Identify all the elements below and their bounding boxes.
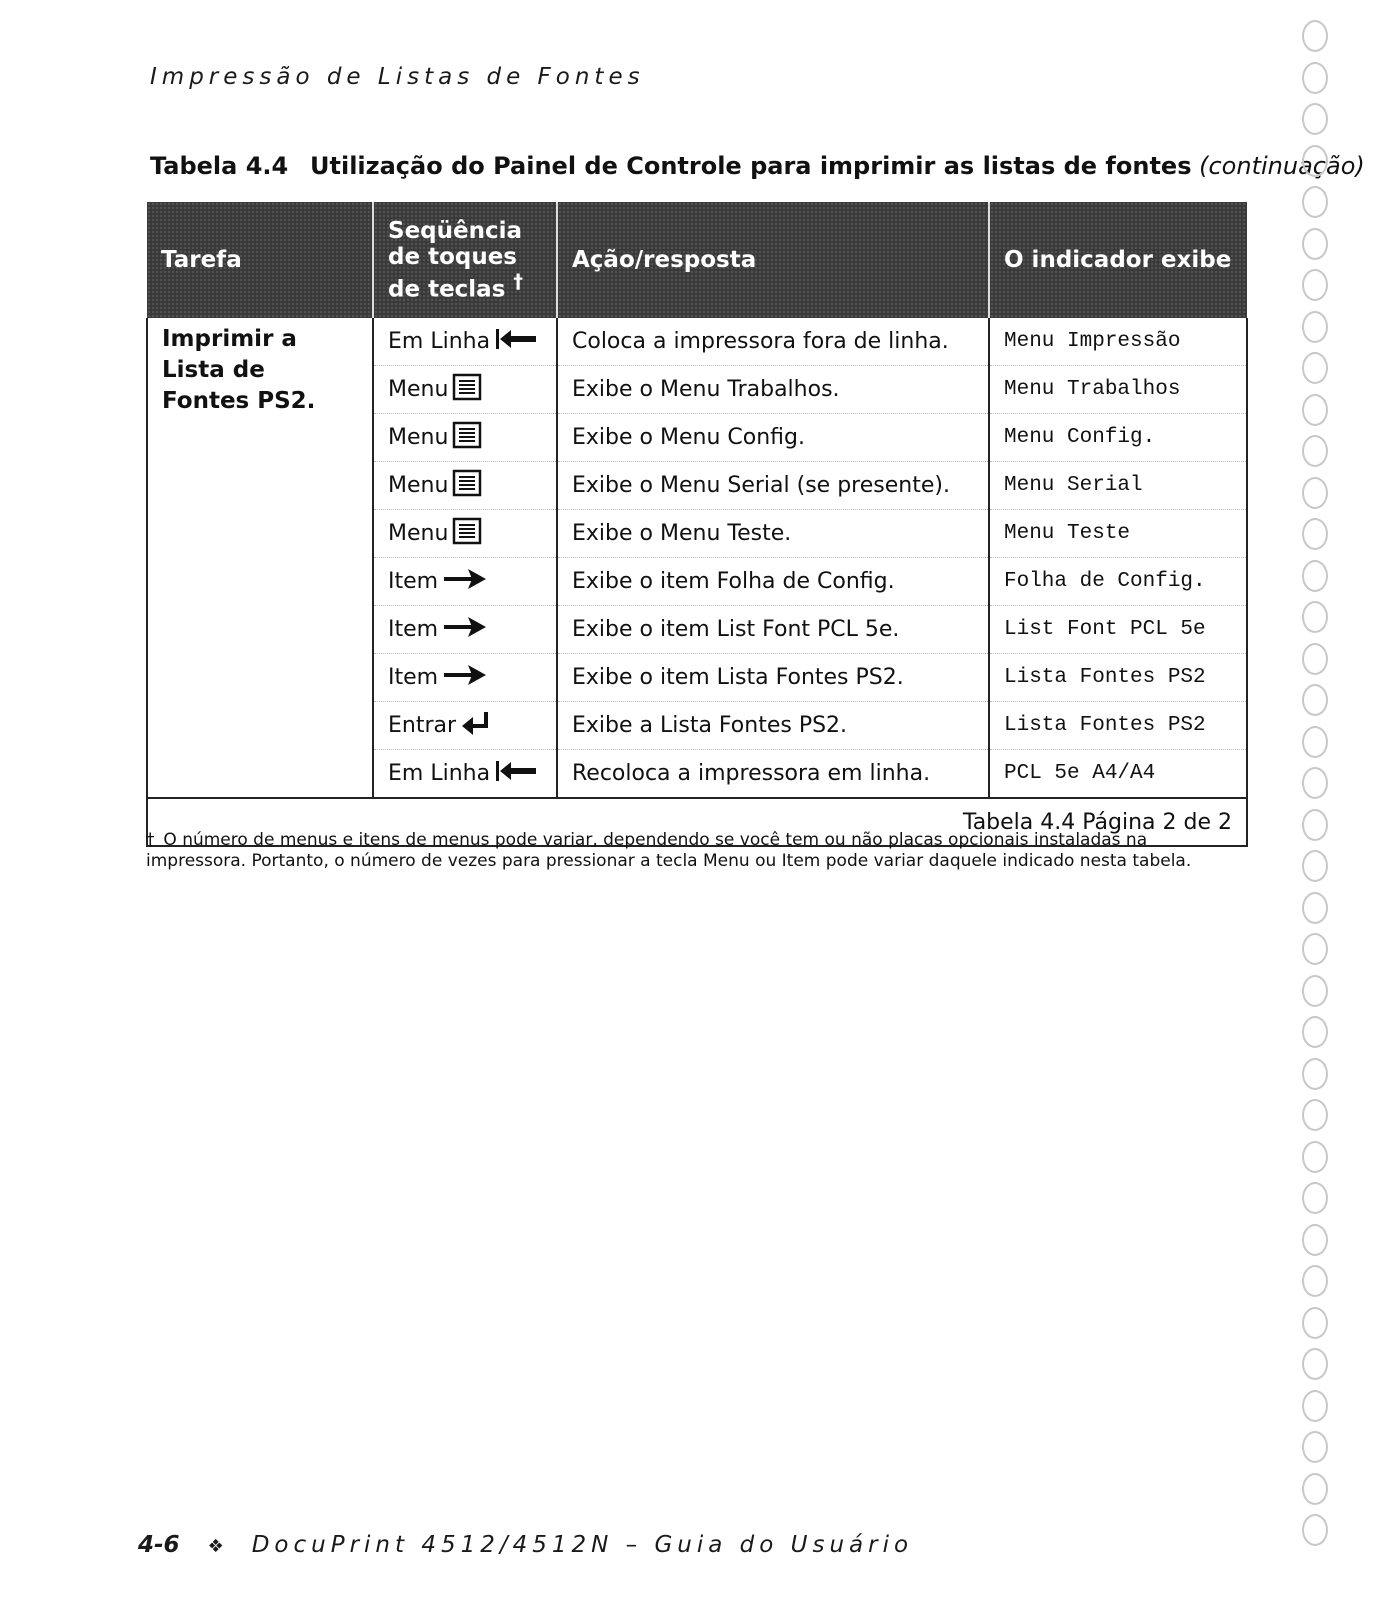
- header-action: Ação/resposta: [557, 202, 989, 318]
- binding-hole: [1302, 145, 1328, 177]
- binding-hole: [1302, 1099, 1328, 1131]
- table-number: Tabela 4.4: [150, 152, 289, 180]
- binding-hole: [1302, 1431, 1328, 1463]
- footnote: [146, 830, 1226, 872]
- binding-hole: [1302, 394, 1328, 426]
- action-cell: Exibe o Menu Trabalhos.: [557, 366, 989, 414]
- header-keys-mark: †: [513, 269, 523, 293]
- binding-hole: [1302, 767, 1328, 799]
- header-keys: [373, 202, 557, 318]
- table-caption: [150, 152, 1365, 180]
- menu-key-icon: [452, 421, 482, 455]
- font-list-table: [146, 202, 1248, 847]
- binding-hole: [1302, 684, 1328, 716]
- menu-key-icon: [452, 469, 482, 503]
- page-number: 4-6: [138, 1532, 180, 1558]
- right-arrow-icon: [442, 615, 488, 645]
- binding-hole: [1302, 1473, 1328, 1505]
- footer-separator: ❖: [207, 1536, 224, 1557]
- key-label: Menu: [388, 424, 449, 450]
- binding-hole: [1302, 62, 1328, 94]
- table-page-note: Tabela 4.4 Página 2 de 2: [147, 798, 1247, 846]
- key-label: Menu: [388, 472, 449, 498]
- key-label: Menu: [388, 520, 449, 546]
- binding-hole: [1302, 975, 1328, 1007]
- binding-hole: [1302, 1390, 1328, 1422]
- action-cell: Exibe o item List Font PCL 5e.: [557, 606, 989, 654]
- right-arrow-icon: [442, 663, 488, 693]
- page-footer: [138, 1532, 913, 1558]
- binding-hole: [1302, 186, 1328, 218]
- key-label: Item: [388, 664, 439, 690]
- binding-hole: [1302, 726, 1328, 758]
- key-cell: [373, 318, 557, 366]
- key-cell: [373, 366, 557, 414]
- key-cell: [373, 558, 557, 606]
- display-cell: Menu Config.: [989, 414, 1247, 462]
- binding-holes: [1296, 10, 1336, 1560]
- binding-hole: [1302, 601, 1328, 633]
- online-arrow-icon: [494, 327, 538, 357]
- binding-hole: [1302, 103, 1328, 135]
- action-cell: Exibe o Menu Teste.: [557, 510, 989, 558]
- action-cell: Recoloca a impressora em linha.: [557, 750, 989, 799]
- display-cell: PCL 5e A4/A4: [989, 750, 1247, 799]
- binding-hole: [1302, 352, 1328, 384]
- binding-hole: [1302, 1058, 1328, 1090]
- header-task: Tarefa: [147, 202, 373, 318]
- action-cell: Coloca a impressora fora de linha.: [557, 318, 989, 366]
- key-label: Menu: [388, 376, 449, 402]
- action-cell: Exibe o item Lista Fontes PS2.: [557, 654, 989, 702]
- right-arrow-icon: [442, 567, 488, 597]
- key-cell: [373, 606, 557, 654]
- header-keys-label: Seqüência de toques de teclas: [388, 217, 523, 303]
- table-continued: (continuação): [1199, 152, 1365, 180]
- display-cell: Menu Serial: [989, 462, 1247, 510]
- key-cell: [373, 750, 557, 799]
- action-cell: Exibe o Menu Serial (se presente).: [557, 462, 989, 510]
- menu-key-icon: [452, 517, 482, 551]
- table-title: Utilização do Painel de Controle para imprimir as listas de fontes: [310, 152, 1192, 180]
- key-label: Em Linha: [388, 328, 491, 354]
- table-header-row: [147, 202, 1247, 318]
- binding-hole: [1302, 1182, 1328, 1214]
- key-label: Item: [388, 616, 439, 642]
- key-cell: [373, 462, 557, 510]
- display-cell: Menu Impressão: [989, 318, 1247, 366]
- binding-hole: [1302, 311, 1328, 343]
- binding-hole: [1302, 1265, 1328, 1297]
- key-label: Entrar: [388, 712, 457, 738]
- key-cell: [373, 702, 557, 750]
- action-cell: Exibe o Menu Config.: [557, 414, 989, 462]
- display-cell: Lista Fontes PS2: [989, 702, 1247, 750]
- action-cell: Exibe a Lista Fontes PS2.: [557, 702, 989, 750]
- key-label: Em Linha: [388, 760, 491, 786]
- binding-hole: [1302, 518, 1328, 550]
- running-head: Impressão de Listas de Fontes: [150, 64, 645, 90]
- footnote-text: O número de menus e itens de menus pode variar, dependendo se você tem ou não placas opcionais instaladas na impressora. Portanto, o número de vezes para pressionar a tecla Menu ou Item pode variar daquele indicado nesta tabela.: [146, 830, 1192, 871]
- binding-hole: [1302, 643, 1328, 675]
- binding-hole: [1302, 850, 1328, 882]
- binding-hole: [1302, 228, 1328, 260]
- binding-hole: [1302, 809, 1328, 841]
- binding-hole: [1302, 1016, 1328, 1048]
- display-cell: Menu Trabalhos: [989, 366, 1247, 414]
- binding-hole: [1302, 1307, 1328, 1339]
- table-row: [147, 318, 1247, 366]
- online-arrow-icon: [494, 759, 538, 789]
- binding-hole: [1302, 1141, 1328, 1173]
- binding-hole: [1302, 892, 1328, 924]
- binding-hole: [1302, 20, 1328, 52]
- display-cell: Folha de Config.: [989, 558, 1247, 606]
- display-cell: Lista Fontes PS2: [989, 654, 1247, 702]
- binding-hole: [1302, 1348, 1328, 1380]
- binding-hole: [1302, 933, 1328, 965]
- display-cell: Menu Teste: [989, 510, 1247, 558]
- enter-key-icon: [460, 710, 492, 742]
- task-cell: Imprimir a Lista de Fontes PS2.: [147, 318, 373, 798]
- key-cell: [373, 654, 557, 702]
- binding-hole: [1302, 477, 1328, 509]
- header-display: O indicador exibe: [989, 202, 1247, 318]
- binding-hole: [1302, 269, 1328, 301]
- binding-hole: [1302, 435, 1328, 467]
- binding-hole: [1302, 1224, 1328, 1256]
- display-cell: List Font PCL 5e: [989, 606, 1247, 654]
- binding-hole: [1302, 560, 1328, 592]
- book-title: DocuPrint 4512/4512N – Guia do Usuário: [251, 1532, 914, 1558]
- key-label: Item: [388, 568, 439, 594]
- menu-key-icon: [452, 373, 482, 407]
- action-cell: Exibe o item Folha de Config.: [557, 558, 989, 606]
- binding-hole: [1302, 1514, 1328, 1546]
- key-cell: [373, 414, 557, 462]
- footnote-mark: †: [146, 830, 155, 850]
- key-cell: [373, 510, 557, 558]
